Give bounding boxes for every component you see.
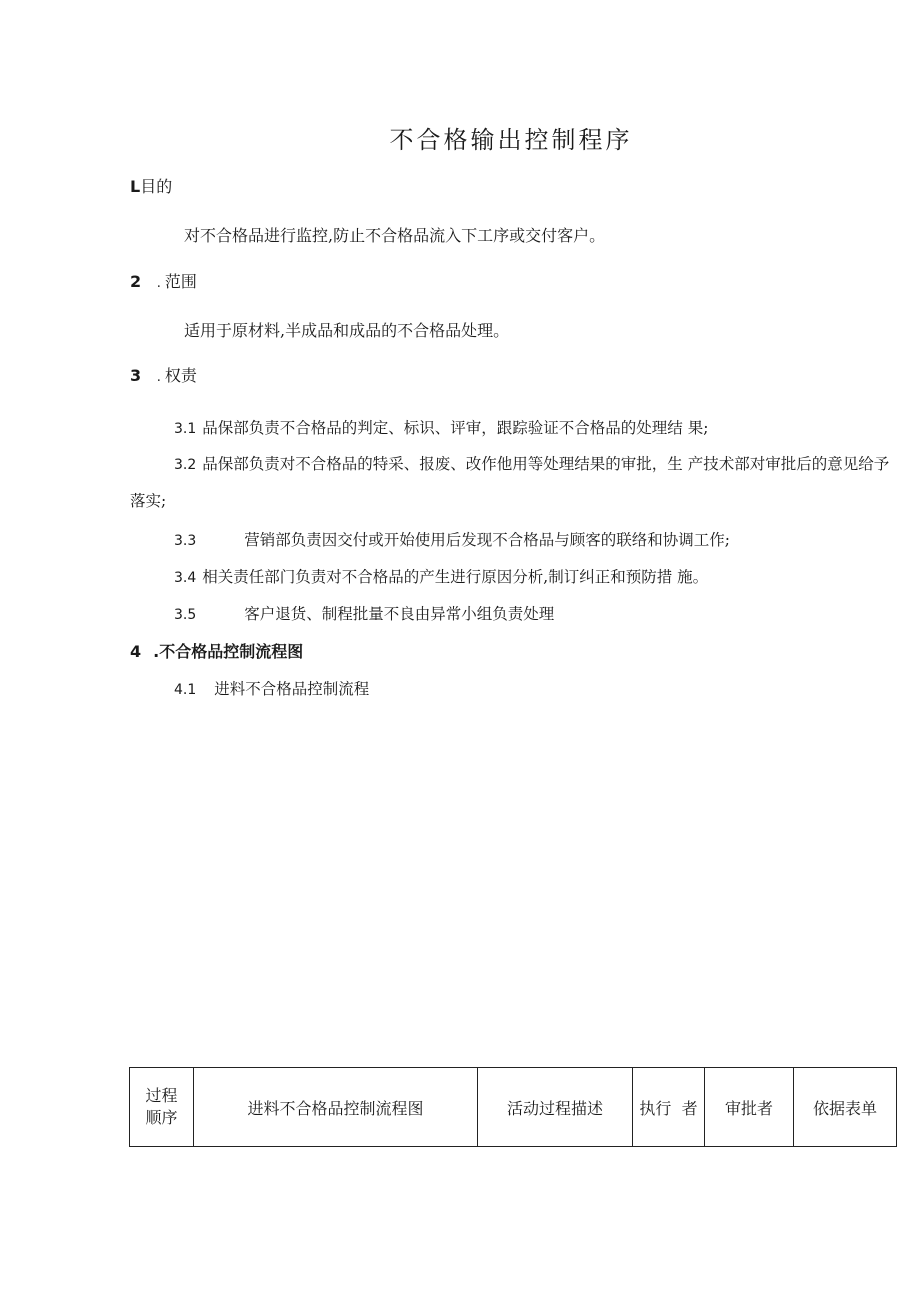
list-item	[174, 602, 554, 624]
table-header-cell: 活动过程描述	[478, 1068, 633, 1147]
item-number: 3.4	[174, 570, 197, 586]
section-label: 目的	[140, 177, 173, 196]
table-header-row	[130, 1068, 897, 1147]
item-text: 营销部负责因交付或开始使用后发现不合格品与顾客的联络和协调工作;	[244, 531, 730, 549]
list-item	[130, 446, 894, 519]
list-item	[174, 565, 708, 587]
item-text: 相关责任部门负责对不合格品的产生进行原因分析,制订纠正和预防措 施。	[202, 568, 709, 586]
section-label: .不合格品控制流程图	[153, 642, 304, 661]
table-header-cell: 执行 者	[633, 1068, 705, 1147]
item-text: 进料不合格品控制流程	[214, 680, 370, 698]
item-number: 3.1	[174, 421, 197, 437]
section-label: 范围	[164, 272, 197, 291]
section-label: 权责	[164, 366, 197, 385]
section-number: 2	[130, 272, 142, 291]
list-item	[174, 528, 730, 550]
table-header-cell: 依据表单	[794, 1068, 897, 1147]
section-number: 4	[130, 642, 142, 661]
table-header-cell: 过程 顺序	[130, 1068, 194, 1147]
flow-table	[129, 1067, 897, 1147]
page-title: 不合格输出控制程序	[389, 126, 633, 154]
section-separator: .	[156, 370, 161, 385]
item-number: 4.1	[174, 682, 197, 698]
section-heading-flowchart	[130, 639, 303, 662]
section-body-purpose: 对不合格品进行监控,防止不合格品流入下工序或交付客户。	[184, 226, 606, 245]
item-text: 品保部负责不合格品的判定、标识、评审，跟踪验证不合格品的处理结 果;	[202, 419, 709, 437]
list-item	[174, 416, 708, 438]
section-heading-responsibility	[130, 363, 197, 386]
table-header-cell: 进料不合格品控制流程图	[194, 1068, 478, 1147]
item-number: 3.2	[174, 457, 197, 473]
item-number: 3.3	[174, 533, 197, 549]
subsection-item	[174, 677, 369, 699]
item-number: 3.5	[174, 607, 197, 623]
item-text: 客户退货、制程批量不良由异常小组负责处理	[244, 605, 555, 623]
section-separator: .	[156, 276, 161, 291]
section-heading-scope	[130, 269, 197, 292]
table-header-cell: 审批者	[705, 1068, 794, 1147]
section-heading-purpose	[130, 174, 172, 197]
section-number: L	[130, 177, 141, 196]
item-text: 品保部负责对不合格品的特采、报废、改作他用等处理结果的审批，生 产技术部对审批后的意见给予落实;	[130, 455, 890, 510]
section-body-scope: 适用于原材料,半成品和成品的不合格品处理。	[184, 321, 510, 340]
section-number: 3	[130, 366, 142, 385]
